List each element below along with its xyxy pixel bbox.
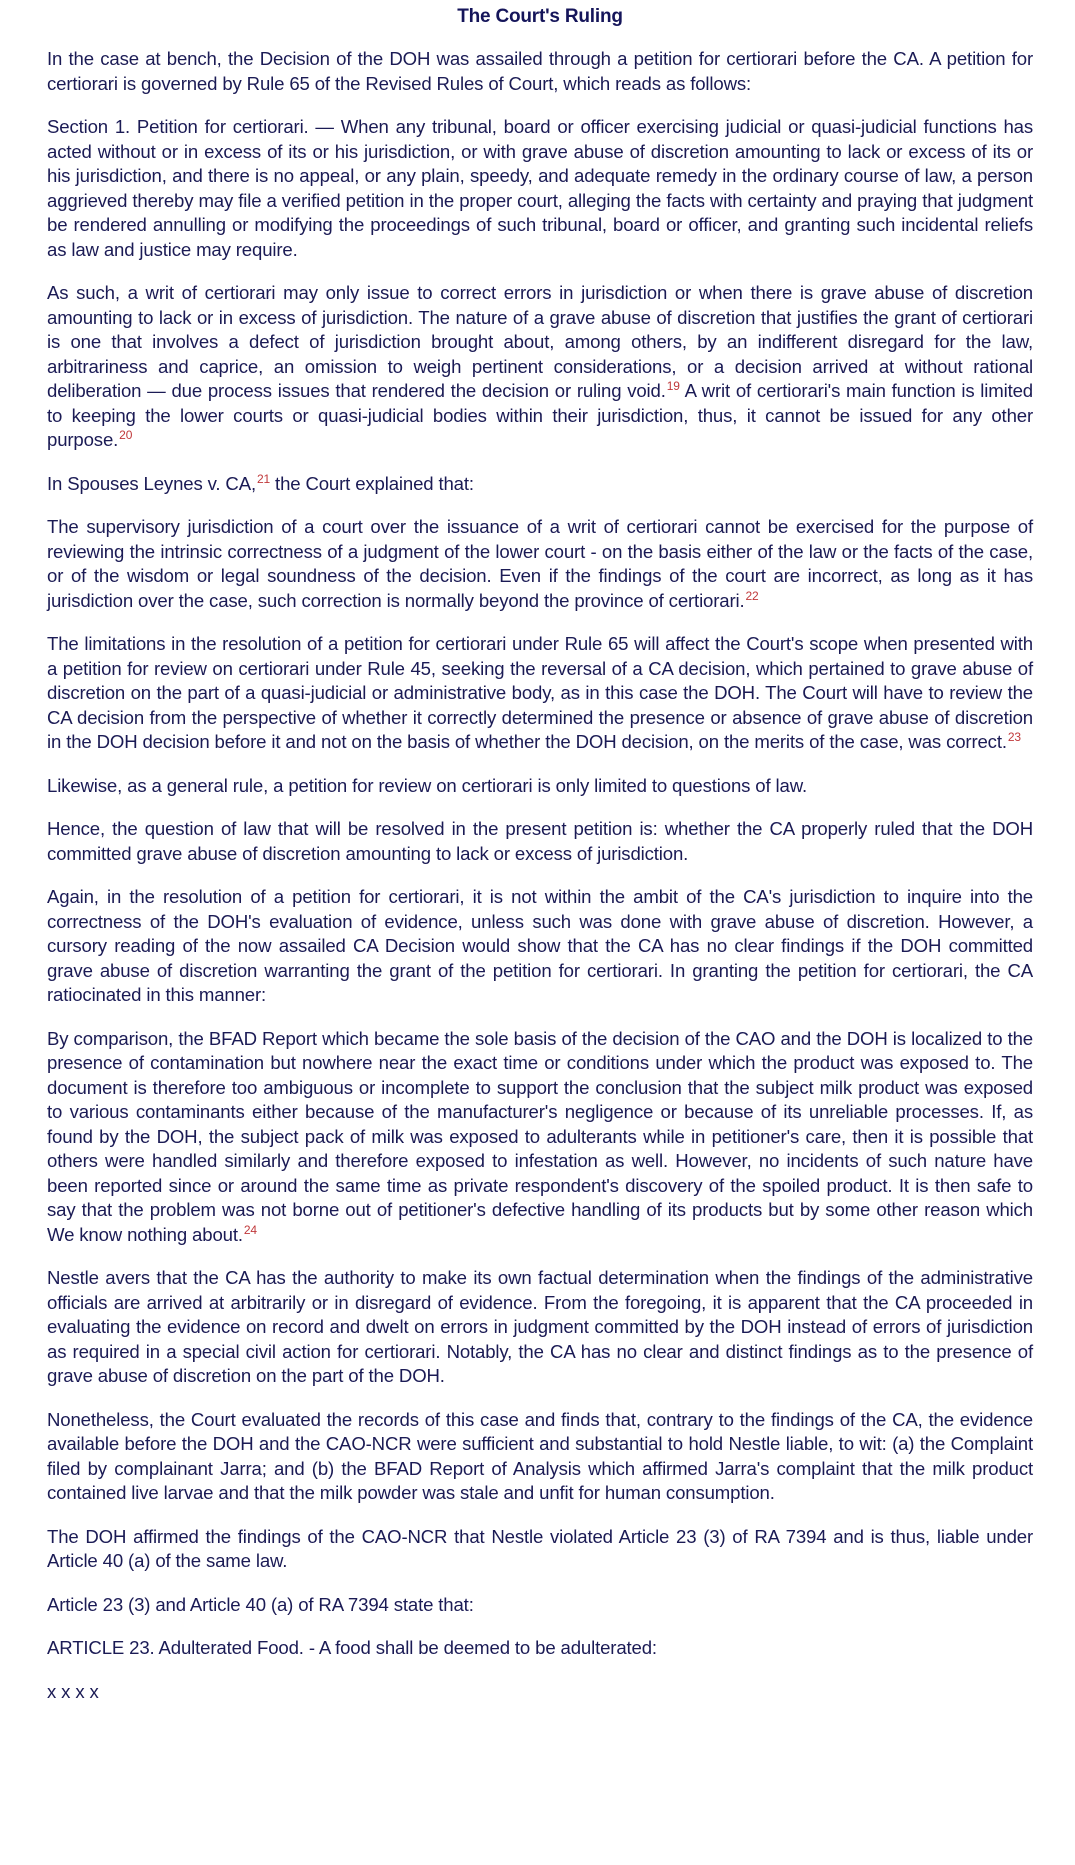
footnote-ref-23[interactable]: 23 [1007, 730, 1021, 744]
paragraph-text: Section 1. Petition for certiorari. — When any tribunal, board or officer exercising judicial or quasi-judicial functions has acted without or in excess of its or his jurisdiction, or with grave abuse of discretion amounting to lack or excess of its or his jurisdiction, and there is no appeal, or any plain, speedy, and adequate remedy in the ordinary course of law, a person aggrieved thereby may file a verified petition in the proper court, alleging the facts with certainty and praying that judgment be rendered annulling or modifying the proceedings of such tribunal, board or officer, and granting such incidental reliefs as law and justice may require. [47, 116, 1033, 260]
footnote-ref-19[interactable]: 19 [666, 379, 680, 393]
paragraph-text: Nestle avers that the CA has the authority to make its own factual determination when the findings of the administrative officials are arrived at arbitrarily or in disregard of evidence. From the foregoing, it is apparent that the CA proceeded in evaluating the evidence on record and dwelt on errors in judgment committed by the DOH instead of errors of jurisdiction as required in a special civil action for certiorari. Notably, the CA has no clear and distinct findings as to the presence of grave abuse of discretion on the part of the DOH. [47, 1267, 1033, 1386]
paragraph-text: As such, a writ of certiorari may only issue to correct errors in jurisdiction or when there is grave abuse of discretion amounting to lack or in excess of jurisdiction. The nature of a grave abuse of discretion that justifies the grant of certiorari is one that involves a defect of jurisdiction brought about, among others, by an indifferent disregard for the law, arbitrariness and caprice, an omission to weigh pertinent considerations, or a decision arrived at without rational deliberation — due process issues that rendered the decision or ruling void. [47, 282, 1033, 401]
section-title: The Court's Ruling [457, 6, 623, 27]
paragraph-text: The supervisory jurisdiction of a court over the issuance of a writ of certiorari cannot be exercised for the purpose of reviewing the intrinsic correctness of a judgment of the lower court - on the basis either of the law or the facts of the case, or of the wisdom or legal soundness of the decision. Even if the findings of the court are incorrect, as long as it has jurisdiction over the case, such correction is normally beyond the province of certiorari. [47, 516, 1033, 611]
footnote-ref-20[interactable]: 20 [119, 428, 133, 442]
paragraph-spouses-leynes [47, 472, 1033, 497]
paragraph-articles-state [47, 1593, 1033, 1618]
paragraph-text: Nonetheless, the Court evaluated the records of this case and finds that, contrary to the findings of the CA, the evidence available before the DOH and the CAO-NCR were sufficient and substantial to hold Nestle liable, to wit: (a) the Complaint filed by complainant Jarra; and (b) the BFAD Report of Analysis which affirmed Jarra's complaint that the milk product contained live larvae and that the milk powder was stale and unfit for human consumption. [47, 1408, 1033, 1503]
paragraph-text: In Spouses Leynes v. CA, [47, 472, 256, 494]
paragraph-limitations [47, 632, 1033, 755]
paragraph-text: The limitations in the resolution of a petition for certiorari under Rule 65 will affect the Court's scope when presented with a petition for review on certiorari under Rule 45, seeking the reversal of a CA decision, which pertained to grave abuse of discretion on the part of a quasi-judicial or administrative body, as in this case the DOH. The Court will have to review the CA decision from the perspective of whether it correctly determined the presence or absence of grave abuse of discretion in the DOH decision before it and not on the basis of whether the DOH decision, on the merits of the case, was correct. [47, 633, 1033, 752]
footnote-ref-22[interactable]: 22 [745, 588, 759, 603]
paragraph-nonetheless [47, 1408, 1033, 1506]
paragraph-ca-jurisdiction [47, 885, 1033, 1008]
paragraph-question-resolved [47, 817, 1033, 866]
paragraph-text: The DOH affirmed the findings of the CAO-NCR that Nestle violated Article 23 (3) of RA 7394 and is thus, liable under Article 40 (a) of the same law. [47, 1525, 1033, 1571]
paragraph-text: x x x x [47, 1680, 99, 1702]
paragraph-bfad-report-quote [47, 1027, 1033, 1248]
paragraph-text: In the case at bench, the Decision of the DOH was assailed through a petition for certiorari before the CA. A petition for certiorari is governed by Rule 65 of the Revised Rules of Court, which reads as follows: [47, 48, 1033, 94]
paragraph-supervisory-jurisdiction [47, 515, 1033, 613]
paragraph-text: A writ of certiorari's main function is limited to keeping the lower courts or quasi-judicial bodies within their jurisdiction, thus, it cannot be issued for any other purpose. [47, 380, 1033, 450]
paragraph-text: Hence, the question of law that will be resolved in the present petition is: whether the CA properly ruled that the DOH committed grave abuse of discretion amounting to lack or excess of jurisdiction. [47, 818, 1033, 864]
paragraph-text: the Court explained that: [270, 472, 474, 494]
paragraph-doh-affirmed [47, 1525, 1033, 1574]
paragraph-text: Likewise, as a general rule, a petition for review on certiorari is only limited to questions of law. [47, 774, 807, 796]
footnote-ref-24[interactable]: 24 [243, 1222, 257, 1237]
paragraph-writ-certiorari [47, 281, 1033, 453]
paragraph-nestle-avers [47, 1266, 1033, 1389]
paragraph-text: Article 23 (3) and Article 40 (a) of RA 7394 state that: [47, 1593, 474, 1615]
paragraph-intro [47, 47, 1033, 96]
paragraph-questions-of-law [47, 774, 1033, 799]
footnote-ref-21[interactable]: 21 [256, 471, 271, 486]
paragraph-article-23 [47, 1636, 1033, 1661]
paragraph-rule65-quote [47, 115, 1033, 262]
paragraph-text: By comparison, the BFAD Report which became the sole basis of the decision of the CAO and the DOH is localized to the presence of contamination but nowhere near the exact time or conditions under which the product was exposed to. The document is therefore too ambiguous or incomplete to support the conclusion that the subject milk product was exposed to various contaminants either because of the manufacturer's negligence or because of its unreliable processes. If, as found by the DOH, the subject pack of milk was exposed to adulterants while in petitioner's care, then it is possible that others were handled similarly and therefore exposed to infestation as well. However, no incidents of such nature have been reported since or around the same time as private respondent's discovery of the spoiled product. It is then safe to say that the problem was not borne out of petitioner's defective handling of its products but by some other reason which We know nothing about. [47, 1027, 1033, 1245]
paragraph-text: ARTICLE 23. Adulterated Food. - A food shall be deemed to be adulterated: [47, 1637, 657, 1658]
paragraph-ellipsis [47, 1680, 1033, 1705]
paragraph-text: Again, in the resolution of a petition for certiorari, it is not within the ambit of the CA's jurisdiction to inquire into the correctness of the DOH's evaluation of evidence, unless such was done with grave abuse of discretion. However, a cursory reading of the now assailed CA Decision would show that the CA has no clear findings if the DOH committed grave abuse of discretion warranting the grant of the petition for certiorari. In granting the petition for certiorari, the CA ratiocinated in this manner: [47, 886, 1033, 1005]
